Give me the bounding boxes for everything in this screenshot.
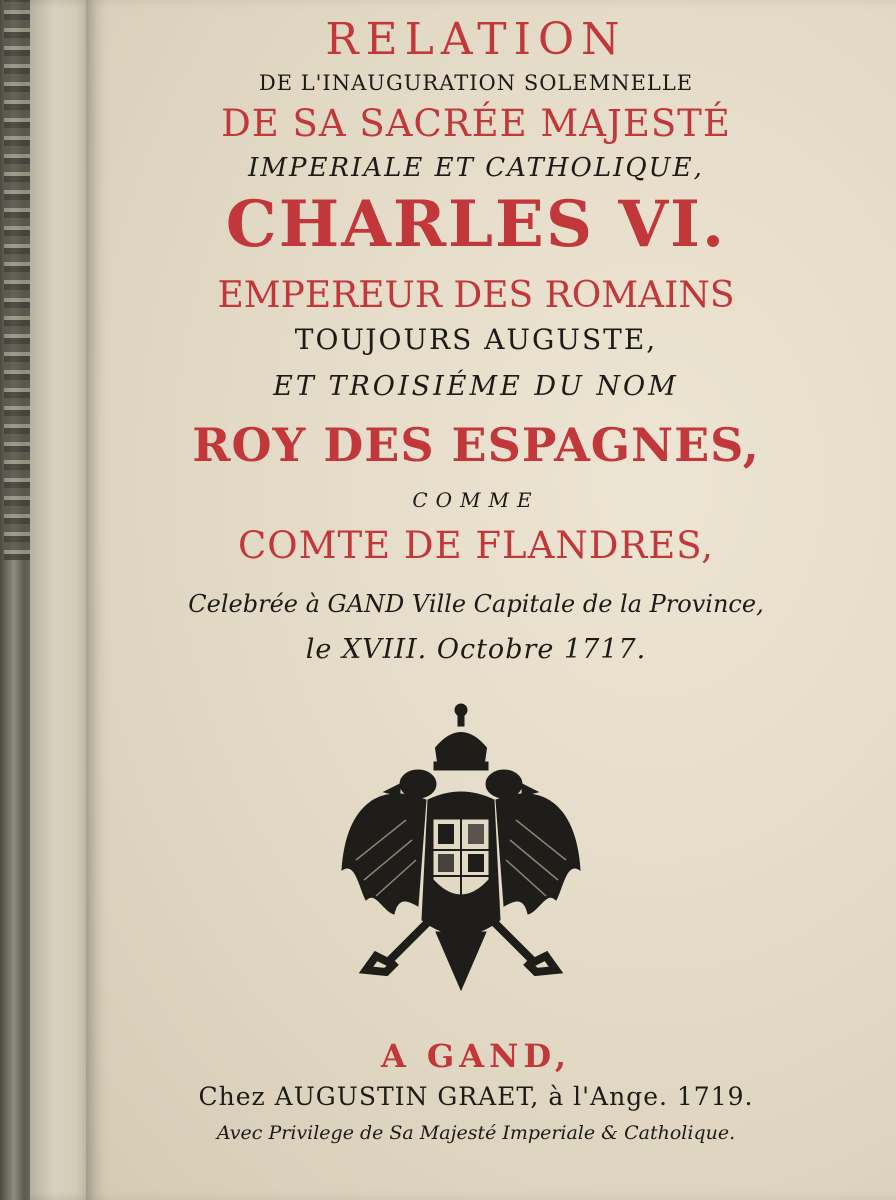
title-line-imperial: IMPERIALE ET CATHOLIQUE, <box>248 153 704 183</box>
title-line-majesty: DE SA SACRÉE MAJESTÉ <box>221 102 731 145</box>
title-line-troisieme: ET TROISIÉME DU NOM <box>273 371 679 402</box>
imprint-place: A GAND, <box>380 1037 572 1075</box>
title-line-comme: COMME <box>412 488 540 512</box>
title-line-roy: ROY DES ESPAGNES, <box>192 418 760 472</box>
title-line-auguste: TOUJOURS AUGUSTE, <box>294 323 658 356</box>
title-line-celebree: Celebrée à GAND Ville Capitale de la Province, <box>188 590 764 618</box>
title-line-date: le XVIII. Octobre 1717. <box>305 634 647 665</box>
title-line-comte: COMTE DE FLANDRES, <box>237 524 715 567</box>
spine-ornament <box>4 0 30 560</box>
double-headed-eagle-icon <box>336 700 586 1020</box>
imprint-printer: Chez AUGUSTIN GRAET, à l'Ange. 1719. <box>198 1082 754 1111</box>
title-line-emperor: EMPEREUR DES ROMAINS <box>217 275 735 316</box>
page-edge <box>30 0 90 1200</box>
title-charles-vi: CHARLES VI. <box>225 187 727 262</box>
title-relation: RELATION <box>325 14 627 65</box>
imprint-privilege: Avec Privilege de Sa Majesté Imperiale & Catholique. <box>216 1122 736 1144</box>
title-line-inauguration: DE L'INAUGURATION SOLEMNELLE <box>258 71 694 95</box>
